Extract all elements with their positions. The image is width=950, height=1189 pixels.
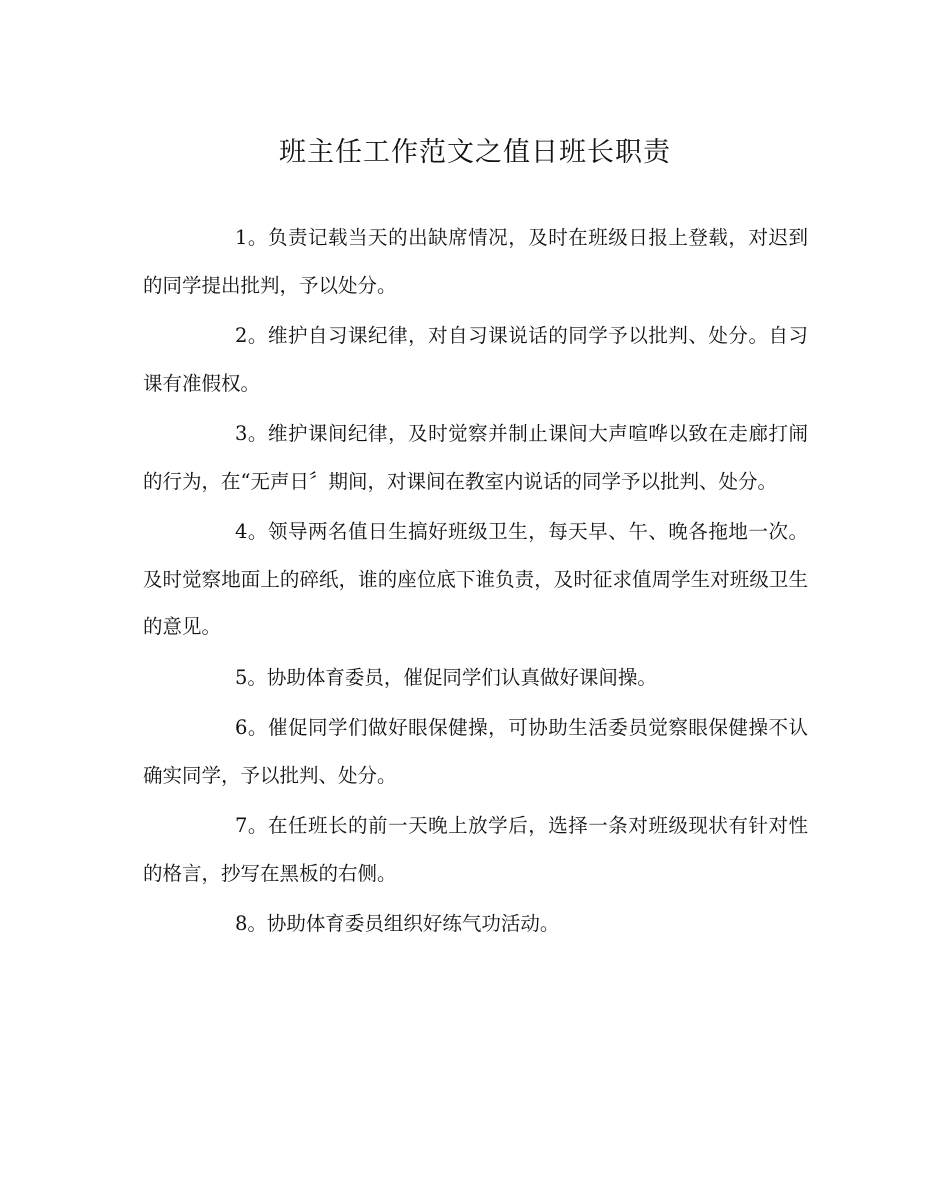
duty-item-1: 1。负责记载当天的出缺席情况，及时在班级日报上登载，对迟到的同学提出批判，予以处分。 [143,226,808,297]
duty-item-5: 5。协助体育委员，催促同学们认真做好课间操。 [235,665,657,689]
duty-item-4: 4。领导两名值日生搞好班级卫生，每天早、午、晚各拖地一次。及时觉察地面上的碎纸，谁的座位底下谁负责，及时征求值周学生对班级卫生的意见。 [143,520,808,638]
duty-item-8: 8。协助体育委员组织好练气功活动。 [235,912,560,935]
duty-item-6: 6。催促同学们做好眼保健操，可协助生活委员觉察眼保健操不认确实同学，予以批判、处分。 [143,716,808,787]
duty-item-7: 7。在任班长的前一天晚上放学后，选择一条对班级现状有针对性的格言，抄写在黑板的右侧。 [143,814,808,885]
document-title: 班主任工作范文之值日班长职责 [279,137,671,168]
duty-item-2: 2。维护自习课纪律，对自习课说话的同学予以批判、处分。自习课有准假权。 [143,324,808,395]
document-body [143,214,808,951]
duty-item-3: 3。维护课间纪律，及时觉察并制止课间大声喧哗以致在走廊打闹的行为，在“无声日〞期间，对课间在教室内说话的同学予以批判、处分。 [143,422,808,493]
